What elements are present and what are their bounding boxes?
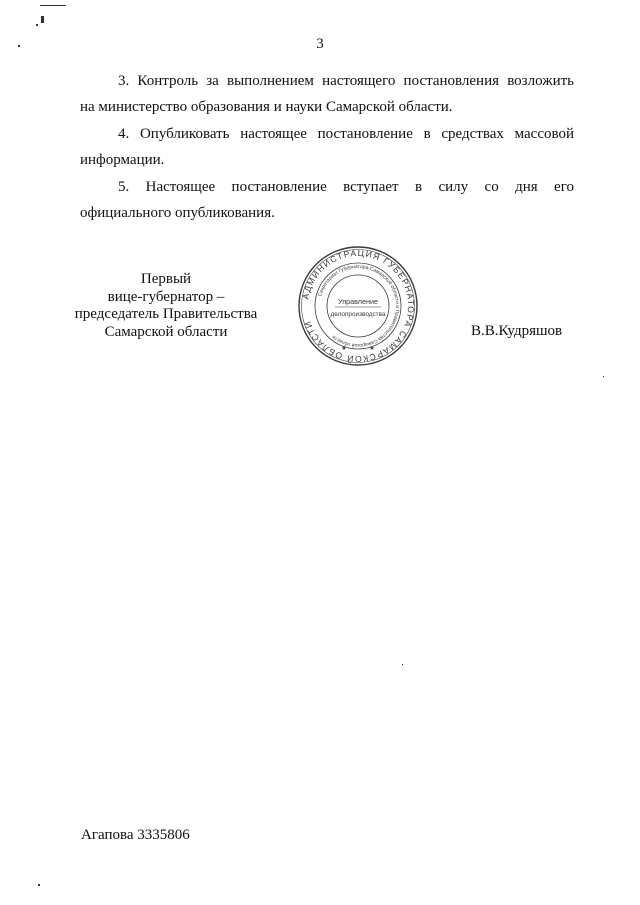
scan-mark	[40, 5, 66, 6]
signer-title-line: Самарской области	[104, 323, 228, 340]
stamp-inner-text: Секретариат Губернатора Самарской области и Правительства Самарской области	[317, 263, 401, 349]
scan-mark	[36, 24, 38, 26]
paragraph-line: 4. Опубликовать настоящее постановление в средствах массовой	[118, 126, 574, 142]
paragraph-5	[80, 174, 574, 226]
paragraph-4	[80, 121, 574, 173]
scan-mark	[402, 664, 403, 665]
paragraph-line: на министерство образования и науки Самарской области.	[80, 99, 453, 115]
scan-mark	[603, 376, 604, 377]
stamp-inner-ring	[327, 275, 389, 337]
stamp-center-line: делопроизводства	[330, 311, 386, 318]
stamp-middle-ring	[315, 263, 401, 349]
official-stamp	[296, 244, 420, 368]
executor-note: Агапова 3335806	[81, 827, 190, 843]
paragraph-line: официального опубликования.	[80, 205, 275, 221]
star-icon: ★	[369, 346, 375, 352]
signatory-name: В.В.Кудряшов	[471, 323, 563, 339]
scan-mark	[41, 16, 44, 23]
stamp-outer-text: АДМИНИСТРАЦИЯ ГУБЕРНАТОРА САМАРСКОЙ ОБЛАСТИ	[300, 247, 417, 365]
star-icon: ★	[341, 346, 347, 352]
paragraph-line: информации.	[80, 152, 165, 168]
signer-title-line: Первый	[140, 271, 192, 287]
page-number: 3	[316, 36, 324, 52]
paragraph-3	[80, 68, 574, 120]
paragraph-line: 3. Контроль за выполнением настоящего постановления возложить	[118, 73, 574, 89]
scan-mark	[38, 884, 40, 886]
signer-title-line: вице-губернатор –	[107, 288, 225, 305]
signer-title	[60, 271, 272, 341]
stamp-center-line: Управление	[338, 297, 378, 306]
signer-title-line: председатель Правительства	[74, 306, 258, 322]
paragraph-line: 5. Настоящее постановление вступает в силу со дня его	[118, 179, 574, 195]
